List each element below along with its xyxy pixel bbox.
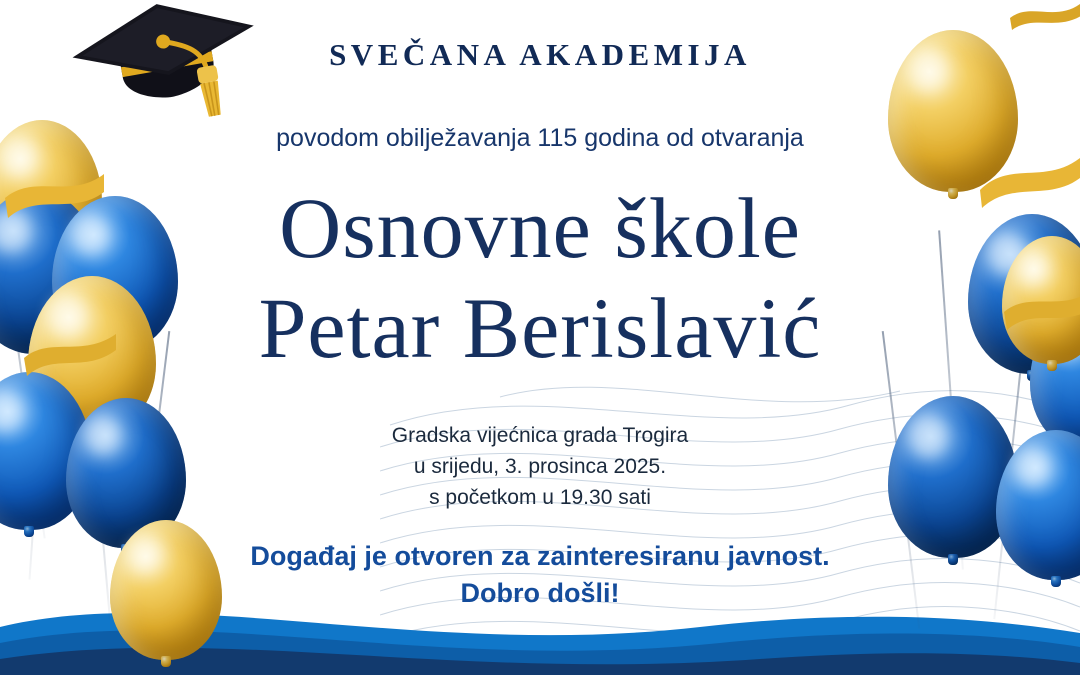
graduation-cap-icon [62, 0, 262, 133]
gold-ribbon-icon [0, 168, 110, 258]
event-venue: Gradska vijećnica grada Trogira [391, 424, 689, 447]
page-title-line-1: Osnovne škole [279, 180, 801, 276]
balloon-highlight [1015, 448, 1051, 487]
balloon-highlight [909, 49, 948, 91]
gold-ribbon-icon [1000, 286, 1080, 366]
balloon-highlight [128, 537, 162, 573]
gold-balloon [110, 520, 222, 660]
gold-ribbon-icon [20, 330, 120, 410]
gold-ribbon-icon [970, 150, 1080, 270]
balloon-highlight [909, 415, 948, 457]
callout-line-1: Događaj je otvoren za zainteresiranu javnost. [250, 541, 830, 571]
event-time: s početkom u 19.30 sati [429, 486, 651, 509]
confetti-icon [1010, 0, 1080, 50]
balloon-highlight [85, 416, 121, 455]
callout-line-2: Dobro došli! [460, 578, 620, 608]
event-date: u srijedu, 3. prosinca 2025. [413, 455, 667, 478]
page-title-line-2: Petar Berislavić [258, 280, 822, 376]
poster-subkicker: povodom obilježavanja 115 godina od otvaranja [276, 124, 804, 152]
poster-kicker: SVEČANA AKADEMIJA [329, 37, 751, 72]
